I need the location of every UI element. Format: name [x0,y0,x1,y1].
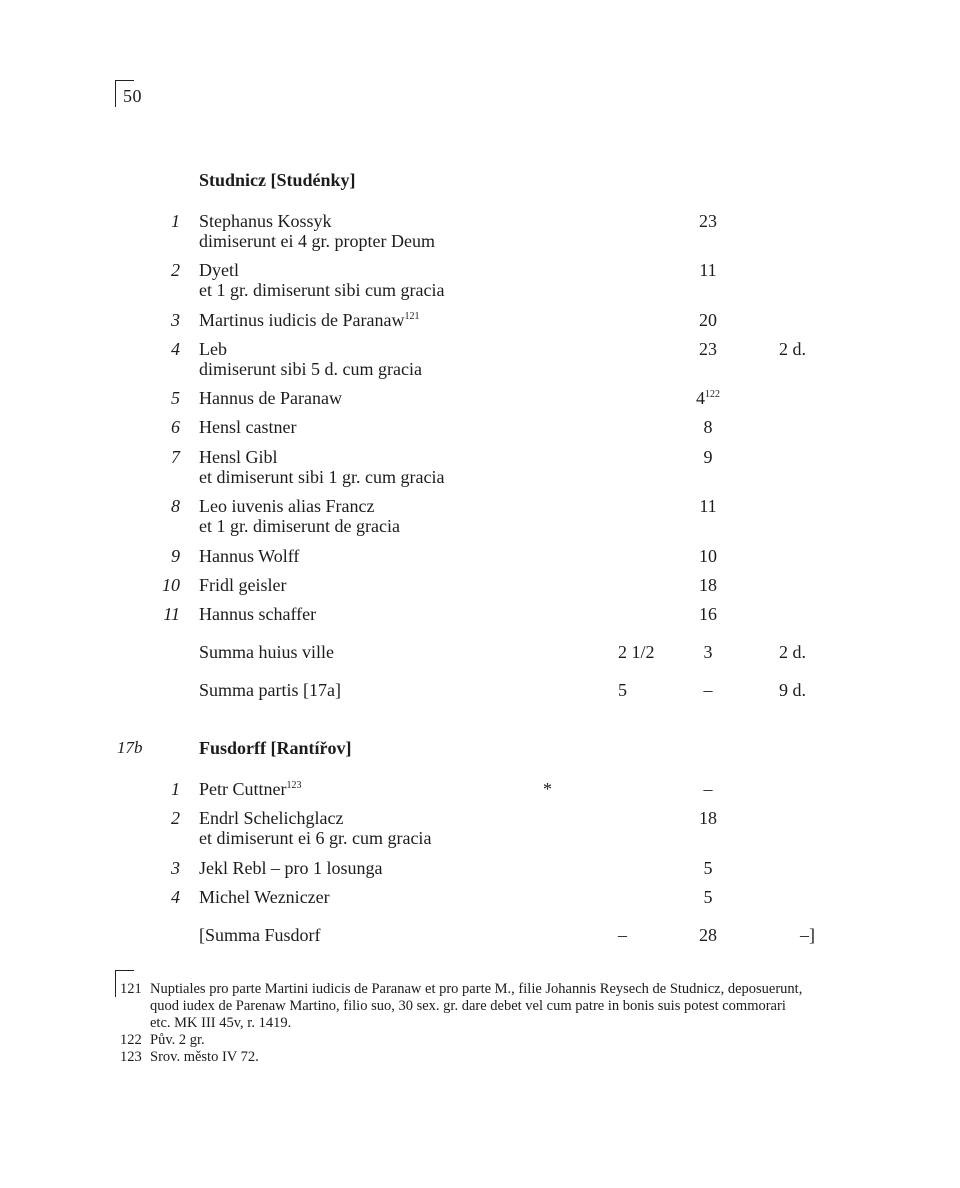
entry-number: 1 [171,779,180,799]
entry-amount: 18 [699,808,717,828]
entry-amount [690,604,726,624]
entry-amount-value: 23 [699,339,717,359]
entry-amount-value: 11 [699,260,717,280]
entry-number: 2 [171,260,180,280]
summa-fusdorf-col-c: –] [800,925,815,945]
entry-name-text: Dyetl [199,260,239,280]
footnote-line: etc. MK III 45v, r. 1419. [150,1015,292,1031]
entry-name [199,858,382,878]
entry-number: 6 [171,417,180,437]
summa-ville-col-b: 3 [703,642,713,662]
entry-number: 11 [163,604,180,624]
entry-amount: 5 [703,887,713,907]
entry-name [199,339,227,359]
entry-name [199,447,278,467]
entry-number: 3 [171,310,180,330]
entry-name-text: Hannus Wolff [199,546,300,566]
entry-amount [690,310,726,330]
entry-name [199,260,239,280]
footnote-line: quod iudex de Parenaw Martino, filio suo, 30 sex. gr. dare debet vel cum patre in bonis suis potest commorari [150,998,786,1014]
entry-name-text: Fridl geisler [199,575,287,595]
entry-number: 10 [162,575,180,595]
entry-amount-value: 11 [699,496,717,516]
entry-name-text: Endrl Schelichglacz [199,808,344,828]
summa-partis-col-c: 9 d. [779,680,806,700]
entry-note: et 1 gr. dimiserunt sibi cum gracia [199,280,445,300]
asterisk-mark: * [543,779,552,799]
entry-amount [690,211,726,231]
entry-amount-value: 23 [699,211,717,231]
entry-amount-value: 10 [699,546,717,566]
entry-name [199,887,330,907]
summa-ville-col-a: 2 1/2 [618,642,655,662]
summa-fusdorf-label: [Summa Fusdorf [199,925,321,945]
entry-name-text: Hensl castner [199,417,297,437]
entry-note: et dimiserunt ei 6 gr. cum gracia [199,828,432,848]
entry-name [199,496,374,516]
footnote-text [150,1032,850,1049]
footnote-line: Pův. 2 gr. [150,1032,205,1048]
section-heading-fusdorff: Fusdorff [Rantířov] [199,738,352,758]
entry-number: 4 [171,339,180,359]
footnote-text [150,1049,850,1066]
entry-number: 9 [171,546,180,566]
entry-number: 8 [171,496,180,516]
entry-name [199,546,299,566]
entry-name [199,417,296,437]
entry-name-text: Leb [199,339,227,359]
entry-name-text: Jekl Rebl – pro 1 losunga [199,858,383,878]
entry-number: 7 [171,447,180,467]
entry-name [199,388,342,408]
entry-name-text: Martinus iudicis de Paranaw [199,310,405,330]
entry-name-text: Hensl Gibl [199,447,278,467]
entry-name-text: Leo iuvenis alias Francz [199,496,375,516]
entry-amount: 5 [703,858,713,878]
entry-name-text: Stephanus Kossyk [199,211,332,231]
footnote-ref: 123 [286,780,302,791]
entry-amount: – [703,779,713,799]
entry-amount-value: 18 [699,575,717,595]
footnote-number: 121 [120,981,142,997]
footnote-line: Nuptiales pro parte Martini iudicis de Paranaw et pro parte M., filie Johannis Reysech de Studnicz, deposuerunt, [150,981,803,997]
page-number: 50 [123,86,142,106]
entry-name-text: Michel Wezniczer [199,887,330,907]
entry-name-text: Petr Cuttner [199,779,287,799]
entry-name-text: Hannus schaffer [199,604,317,624]
entry-number: 4 [171,887,180,907]
entry-number: 5 [171,388,180,408]
entry-amount [690,496,726,516]
summa-partis-col-a: 5 [618,680,627,700]
entry-name [199,604,316,624]
entry-name [199,575,287,595]
footnote-number: 123 [120,1049,142,1065]
summa-partis-col-b: – [703,680,713,700]
summa-ville-col-c: 2 d. [779,642,806,662]
entry-amount [690,388,726,408]
entry-number: 2 [171,808,180,828]
entry-name-text: Hannus de Paranaw [199,388,342,408]
summa-ville-label: Summa huius ville [199,642,334,662]
entry-amount-value: 9 [703,447,713,467]
entry-amount-value: 8 [703,417,713,437]
entry-amount-value: 20 [699,310,717,330]
summa-partis-label: Summa partis [17a] [199,680,341,700]
entry-name [199,779,302,799]
footnote-number: 122 [120,1032,142,1048]
entry-amount [690,447,726,467]
entry-name [199,310,419,330]
entry-amount [690,575,726,595]
entry-amount [690,546,726,566]
entry-number: 1 [171,211,180,231]
footnote-text [150,981,850,1032]
entry-note: dimiserunt sibi 5 d. cum gracia [199,359,422,379]
entry-number: 3 [171,858,180,878]
entry-denarii: 2 d. [779,339,806,359]
folio-margin-note: 17b [117,738,143,757]
entry-name [199,808,343,828]
entry-amount-value: 16 [699,604,717,624]
entry-amount [690,339,726,359]
entry-note: dimiserunt ei 4 gr. propter Deum [199,231,435,251]
entry-amount-value: 4 [696,388,705,408]
entry-note: et 1 gr. dimiserunt de gracia [199,516,400,536]
entry-amount [690,260,726,280]
section-heading-studnicz: Studnicz [Studénky] [199,170,356,190]
footnote-ref: 122 [705,389,720,400]
footnote-ref: 121 [404,311,420,322]
summa-fusdorf-col-a: – [618,925,627,945]
summa-fusdorf-col-b: 28 [699,925,717,945]
entry-amount [690,417,726,437]
footnote-line: Srov. město IV 72. [150,1049,259,1065]
entry-name [199,211,332,231]
entry-note: et dimiserunt sibi 1 gr. cum gracia [199,467,445,487]
